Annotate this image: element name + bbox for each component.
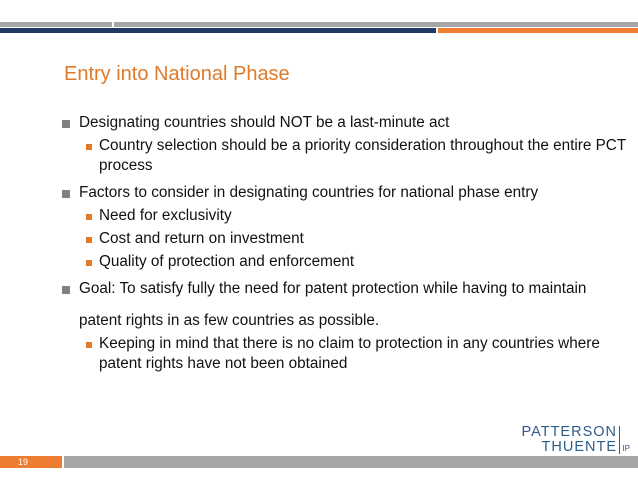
sub-bullet-item	[86, 206, 628, 226]
slide-title: Entry into National Phase	[64, 63, 290, 85]
bullet-text-continuation: patent rights in as few countries as possible.	[79, 312, 380, 329]
square-bullet-icon	[86, 214, 92, 220]
slide-body	[62, 113, 628, 374]
square-bullet-icon	[62, 120, 70, 128]
square-bullet-icon	[86, 342, 92, 348]
logo-ip-suffix: IP	[622, 444, 630, 453]
bullet-item	[62, 113, 628, 133]
bullet-text: Factors to consider in designating countries for national phase entry	[79, 184, 539, 201]
sub-bullet-item	[86, 334, 628, 374]
header-grey-band	[0, 22, 638, 27]
sub-bullet-text: Cost and return on investment	[99, 230, 304, 247]
sub-bullet-text: Keeping in mind that there is no claim to protection in any countries where patent rights have not been obtained	[99, 335, 600, 372]
bullet-text: Designating countries should NOT be a last-minute act	[79, 114, 450, 131]
header-orange-band	[438, 28, 638, 33]
logo-divider	[619, 426, 620, 454]
logo-word-patterson: PATTERSON	[521, 424, 617, 440]
header-band-divider	[112, 22, 114, 27]
square-bullet-icon	[62, 286, 70, 294]
footer-orange-bar	[0, 456, 62, 468]
footer-grey-bar	[64, 456, 638, 468]
bullet-text: Goal: To satisfy fully the need for patent protection while having to maintain	[79, 280, 587, 297]
sub-bullet-text: Quality of protection and enforcement	[99, 253, 355, 270]
page-number: 19	[18, 457, 29, 467]
sub-bullet-text: Need for exclusivity	[99, 207, 232, 224]
sub-bullet-item	[86, 136, 628, 176]
logo-word-thuente: THUENTE	[541, 439, 617, 455]
bullet-item	[62, 279, 628, 299]
square-bullet-icon	[62, 190, 70, 198]
bullet-item	[62, 183, 628, 203]
square-bullet-icon	[86, 260, 92, 266]
header-bar	[0, 0, 638, 34]
sub-bullet-item	[86, 229, 628, 249]
square-bullet-icon	[86, 237, 92, 243]
company-logo	[510, 424, 630, 458]
header-navy-band	[0, 28, 436, 33]
square-bullet-icon	[86, 144, 92, 150]
sub-bullet-text: Country selection should be a priority consideration throughout the entire PCT process	[99, 137, 626, 174]
sub-bullet-item	[86, 252, 628, 272]
